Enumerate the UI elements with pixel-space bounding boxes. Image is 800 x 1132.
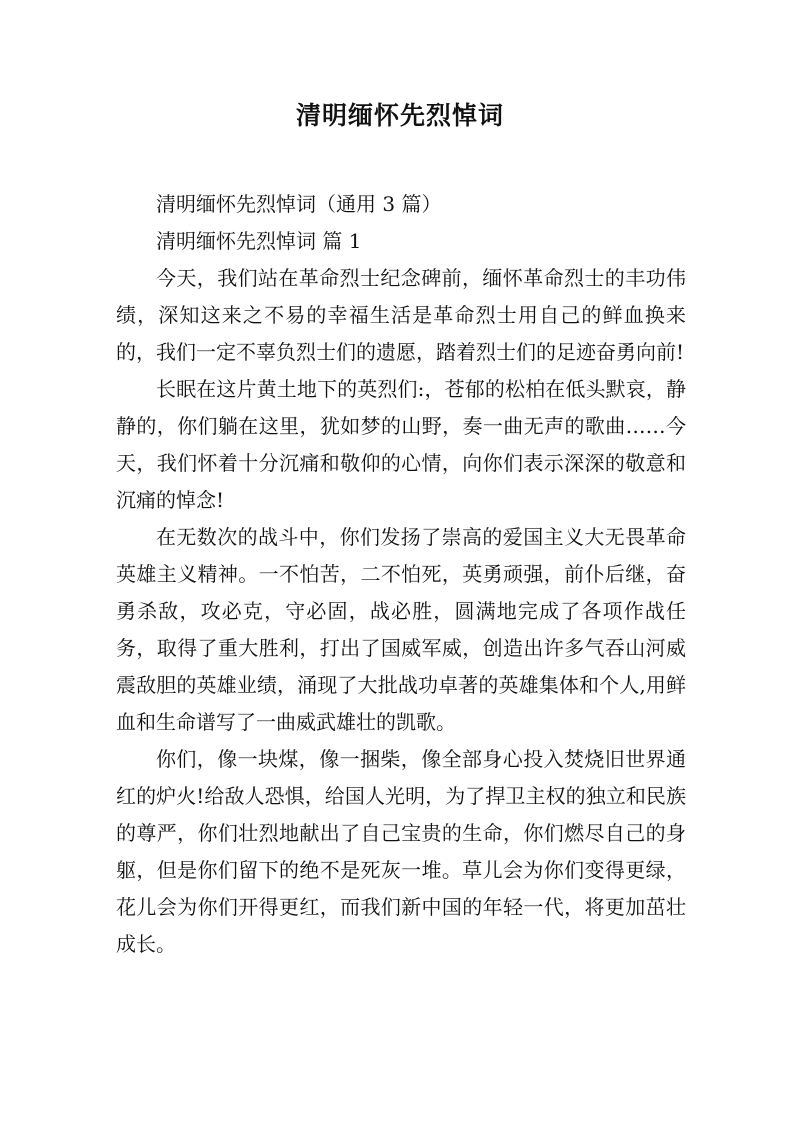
paragraph: 你们，像一块煤，像一捆柴，像全部身心投入焚烧旧世界通红的炉火!给敌人恐惧，给国人光明，为了捍卫主权的独立和民族的尊严，你们壮烈地献出了自己宝贵的生命，你们燃尽自己的身躯，但是你们留下的绝不是死灰一堆。草儿会为你们变得更绿，花儿会为你们开得更红，而我们新中国的年轻一代，将更加茁壮成长。 bbox=[116, 747, 686, 956]
document-body bbox=[116, 186, 686, 963]
paragraph: 长眠在这片黄土地下的英烈们:，苍郁的松柏在低头默哀，静静的，你们躺在这里，犹如梦的山野，奏一曲无声的歌曲……今天，我们怀着十分沉痛和敬仰的心情，向你们表示深深的敬意和沉痛的悼念! bbox=[116, 377, 686, 512]
paragraph: 今天，我们站在革命烈士纪念碑前，缅怀革命烈士的丰功伟绩，深知这来之不易的幸福生活是革命烈士用自己的鲜血换来的，我们一定不辜负烈士们的遗愿，踏着烈士们的足迹奋勇向前! bbox=[116, 266, 686, 364]
document-title: 清明缅怀先烈悼词 bbox=[295, 101, 504, 130]
paragraph: 在无数次的战斗中，你们发扬了崇高的爱国主义大无畏革命英雄主义精神。一不怕苦，二不怕死，英勇顽强，前仆后继，奋勇杀敌，攻必克，守必固，战必胜，圆满地完成了各项作战任务，取得了重大胜利，打出了国威军威，创造出许多气吞山河威震敌胆的英雄业绩，涌现了大批战功卓著的英雄集体和个人,用鲜血和生命谱写了一曲威武雄壮的凯歌。 bbox=[116, 525, 686, 734]
document-subtitle: 清明缅怀先烈悼词（通用 3 篇） bbox=[156, 192, 442, 216]
section-heading: 清明缅怀先烈悼词 篇 1 bbox=[156, 229, 362, 253]
